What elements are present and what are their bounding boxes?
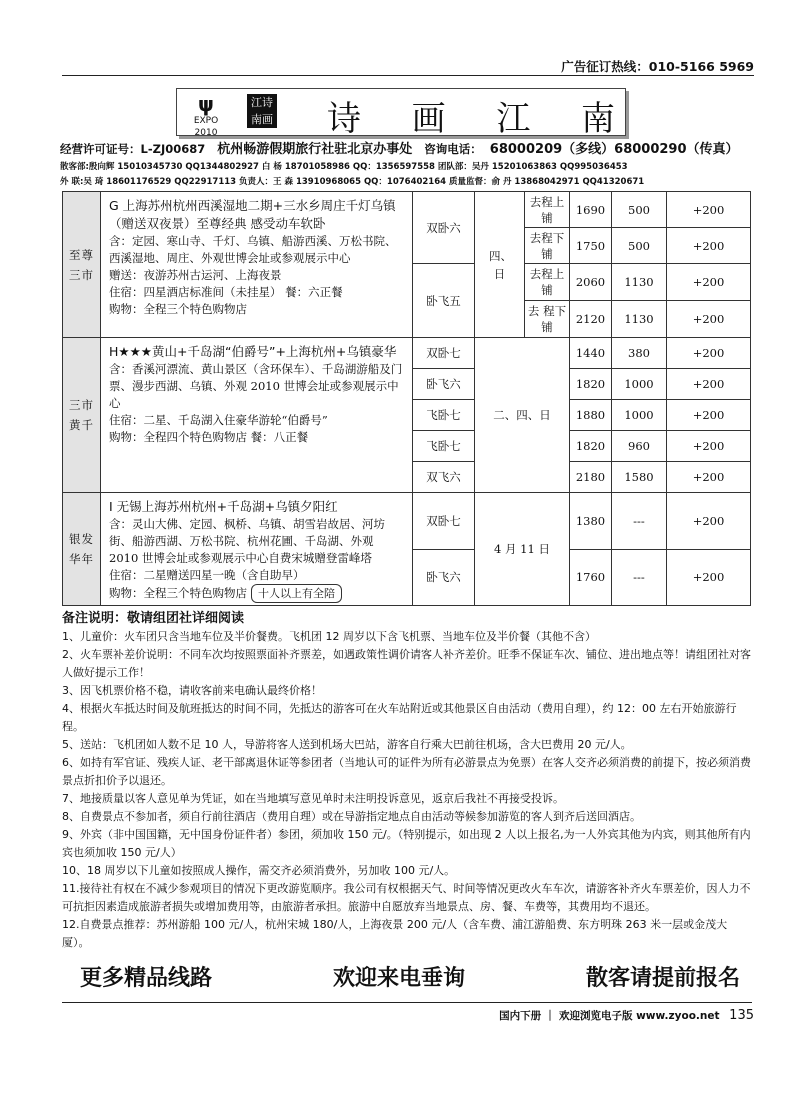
slogan: 更多精品线路: [80, 966, 213, 991]
note-item: 5、送站：飞机团如人数不足 10 人，导游将客人送到机场大巴站，游客自行乘大巴前往机场，含大巴费用 20 元/人。: [62, 738, 632, 751]
route-detail: 住宿：二星赠送四星一晚（含自助早）: [109, 568, 305, 582]
note-item: 4、根据火车抵达时间及航班抵达的时间不同，先抵达的游客可在火车站附近或其他景区自由活动（费用自理），约 12：00 左右开始旅游行程。: [62, 702, 737, 733]
slogan: 散客请提前报名: [585, 966, 740, 991]
transport-mode: 飞卧七: [413, 400, 475, 431]
transport-mode: 双卧七: [413, 338, 475, 369]
route-description: [101, 338, 413, 493]
brand-char: 南: [580, 99, 617, 139]
adult-price: 1880: [570, 400, 612, 431]
adult-price: 1760: [570, 549, 612, 606]
note-item: 12.自费景点推荐：苏州游船 100 元/人，杭州宋城 180/人，上海夜景 200 元/人（含车费、浦江游船费、东方明珠 263 米一层或金茂大厦）。: [62, 918, 728, 949]
table-row: [63, 493, 751, 550]
route-category: 至尊三市: [63, 192, 101, 338]
route-detail: 含：定园、寒山寺、千灯、乌镇、船游西溪、万松书院、西溪湿地、周庄、外观世博会址或参观展示中心: [109, 234, 397, 265]
agency-name: 杭州畅游假期旅行社驻北京办事处: [217, 142, 413, 157]
adult-price: 1820: [570, 369, 612, 400]
route-detail: 赠送：夜游苏州古运河、上海夜景: [109, 268, 282, 282]
child-price: 1130: [612, 264, 667, 301]
adult-price: 1820: [570, 431, 612, 462]
note-item: 7、地接质量以客人意见单为凭证，如在当地填写意见单时未注明投诉意见，返京后我社不再接受投诉。: [62, 792, 564, 805]
departure-days: 4 月 11 日: [475, 493, 570, 606]
child-price: 960: [612, 431, 667, 462]
transport-mode: 卧飞五: [413, 264, 475, 338]
route-title: H★★★黄山+千岛湖“伯爵号”+上海杭州+乌镇豪华: [109, 344, 397, 359]
child-price: 500: [612, 192, 667, 228]
route-description: [101, 192, 413, 338]
consult-label: 咨询电话：: [424, 142, 482, 156]
adult-price: 1380: [570, 493, 612, 550]
single-supplement: +200: [667, 192, 751, 228]
consult-phones: 68000209（多线）68000290（传真）: [489, 142, 739, 157]
route-detail: 购物：全程四个特色购物店 餐：八正餐: [109, 430, 309, 444]
table-row: [63, 192, 751, 228]
contacts-line-1: 散客部:殷向辉 15010345730 QQ1344802927 白 杨 18701058986 QQ：1356597558 团队部：吴丹 15201063863 QQ995036453: [60, 162, 628, 172]
adult-price: 2060: [570, 264, 612, 301]
single-supplement: +200: [667, 264, 751, 301]
transport-mode: 双卧七: [413, 493, 475, 550]
agency-line: [60, 138, 760, 157]
slogan-bar: [80, 961, 740, 992]
adult-price: 2180: [570, 462, 612, 493]
brand-char: 诗: [327, 99, 363, 139]
note-item: 6、如持有军官证、残疾人证、老干部离退休证等参团者（当地认可的证件为所有必游景点为免票）在客人交齐必须消费的前提下，按必须消费景点折扣价予以退还。: [62, 756, 751, 787]
slogan: 欢迎来电垂询: [332, 966, 465, 991]
notes-title: 备注说明：敬请组团社详细阅读: [62, 611, 245, 626]
footer-text: 国内下册 ｜ 欢迎浏览电子版 www.zyoo.net: [499, 1010, 720, 1022]
route-description: [101, 493, 413, 606]
route-title: G 上海苏州杭州西溪湿地二期+三水乡周庄千灯乌镇（赠送双夜景）至尊经典 感受动车软卧: [109, 198, 396, 231]
adult-price: 1690: [570, 192, 612, 228]
route-detail: 含：灵山大佛、定园、枫桥、乌镇、胡雪岩故居、河坊街、船游西湖、万松书院、杭州花圃、千岛湖、外观 2010 世博会址或参观展示中心自费宋城赠登雷峰塔: [109, 517, 385, 565]
berth-type: 去程下铺: [525, 228, 570, 264]
note-item: 3、因飞机票价格不稳，请收客前来电确认最终价格！: [62, 684, 322, 697]
escort-stamp: 十人以上有全陪: [251, 584, 342, 603]
child-price: 1000: [612, 400, 667, 431]
berth-type: 去程上铺: [525, 192, 570, 228]
single-supplement: +200: [667, 462, 751, 493]
brand-char: 江: [496, 99, 533, 139]
single-supplement: +200: [667, 338, 751, 369]
route-detail: [109, 584, 405, 603]
route-detail: 住宿：四星酒店标准间（未挂星） 餐：六正餐: [109, 285, 343, 299]
ad-hotline: 广告征订热线：010-5166 5969: [561, 59, 754, 74]
child-price: 380: [612, 338, 667, 369]
note-item: 11.接待社有权在不减少参观项目的情况下更改游览顺序。我公司有权根据天气、时间等情况更改火车车次，请游客补齐火车票差价，因人力不可抗拒因素造成旅游者损失或增加费用等，由旅游者承担。旅游中自愿放弃当地景点、房、餐、车费等，其费用均不退还。: [62, 882, 751, 913]
transport-mode: 双飞六: [413, 462, 475, 493]
single-supplement: +200: [667, 400, 751, 431]
adult-price: 1440: [570, 338, 612, 369]
single-supplement: +200: [667, 493, 751, 550]
brand-banner: [176, 88, 626, 139]
berth-type: 去程上铺: [525, 264, 570, 301]
shihua-logo: 江诗南画: [247, 94, 277, 128]
expo-logo-text: EXPO 2010: [193, 116, 219, 138]
expo-logo-icon: ψ: [198, 92, 214, 116]
page-number: 135: [729, 1008, 754, 1023]
brand-title: [327, 91, 617, 140]
berth-type: 去 程下铺: [525, 301, 570, 338]
note-item: 9、外宾（非中国国籍，无中国身份证件者）参团，须加收 150 元/。（特别提示，如出现 2 人以上报名,为一人外宾其他为内宾，则其他所有内宾也须加收 150 元/人）: [62, 828, 751, 859]
child-price: 1000: [612, 369, 667, 400]
note-item: 2、火车票补差价说明：不同车次均按照票面补齐票差，如遇政策性调价请客人补齐差价。旺季不保证车次、铺位、进出地点等！请组团社对客人做好提示工作！: [62, 648, 751, 679]
single-supplement: +200: [667, 228, 751, 264]
child-price: ---: [612, 549, 667, 606]
child-price: 1580: [612, 462, 667, 493]
departure-days: 二、四、日: [475, 338, 570, 493]
page-footer: [499, 1008, 754, 1023]
top-divider: [62, 75, 754, 76]
table-row: [63, 338, 751, 369]
departure-days: 四、日: [475, 192, 525, 338]
transport-mode: 卧飞六: [413, 369, 475, 400]
child-price: 500: [612, 228, 667, 264]
route-category: 三市黄千: [63, 338, 101, 493]
child-price: ---: [612, 493, 667, 550]
single-supplement: +200: [667, 431, 751, 462]
adult-price: 2120: [570, 301, 612, 338]
transport-mode: 双卧六: [413, 192, 475, 264]
adult-price: 1750: [570, 228, 612, 264]
note-item: 8、自费景点不参加者，须自行前往酒店（费用自理）或在导游指定地点自由活动等候参加游览的客人到齐后送回酒店。: [62, 810, 641, 823]
route-detail: 含：香溪河漂流、黄山景区（含环保车）、千岛湖游船及门票、漫步西湖、乌镇、外观 2010 世博会址或参观展示中心: [109, 362, 403, 410]
single-supplement: +200: [667, 301, 751, 338]
route-detail: 住宿：二星、千岛湖入住豪华游轮“伯爵号”: [109, 413, 328, 427]
single-supplement: +200: [667, 369, 751, 400]
routes-price-table: [62, 191, 751, 606]
note-item: 10、18 周岁以下儿童如按照成人操作，需交齐必须消费外，另加收 100 元/人。: [62, 864, 456, 877]
transport-mode: 卧飞六: [413, 549, 475, 606]
bottom-divider: [62, 1002, 752, 1003]
contacts-line-2: 外 联:吴 琦 18601176529 QQ22917113 负责人：王 森 13910968065 QQ：1076402164 质量监督：俞 丹 13868042971 QQ41320671: [60, 177, 645, 187]
child-price: 1130: [612, 301, 667, 338]
expo-logo: [183, 92, 229, 138]
single-supplement: +200: [667, 549, 751, 606]
route-detail: 购物：全程三个特色购物店: [109, 302, 247, 316]
transport-mode: 飞卧七: [413, 431, 475, 462]
note-item: 1、儿童价：火车团只含当地车位及半价餐费。飞机团 12 周岁以下含飞机票、当地车位及半价餐（其他不含）: [62, 630, 596, 643]
notes-section: [62, 610, 752, 952]
brand-char: 画: [411, 99, 448, 139]
route-category: 银发华年: [63, 493, 101, 606]
license-number: 经营许可证号：L-ZJ00687: [60, 142, 206, 156]
route-title: I 无锡上海苏州杭州+千岛湖+乌镇夕阳红: [109, 499, 338, 514]
route-detail-text: 购物：全程三个特色购物店: [109, 586, 247, 600]
